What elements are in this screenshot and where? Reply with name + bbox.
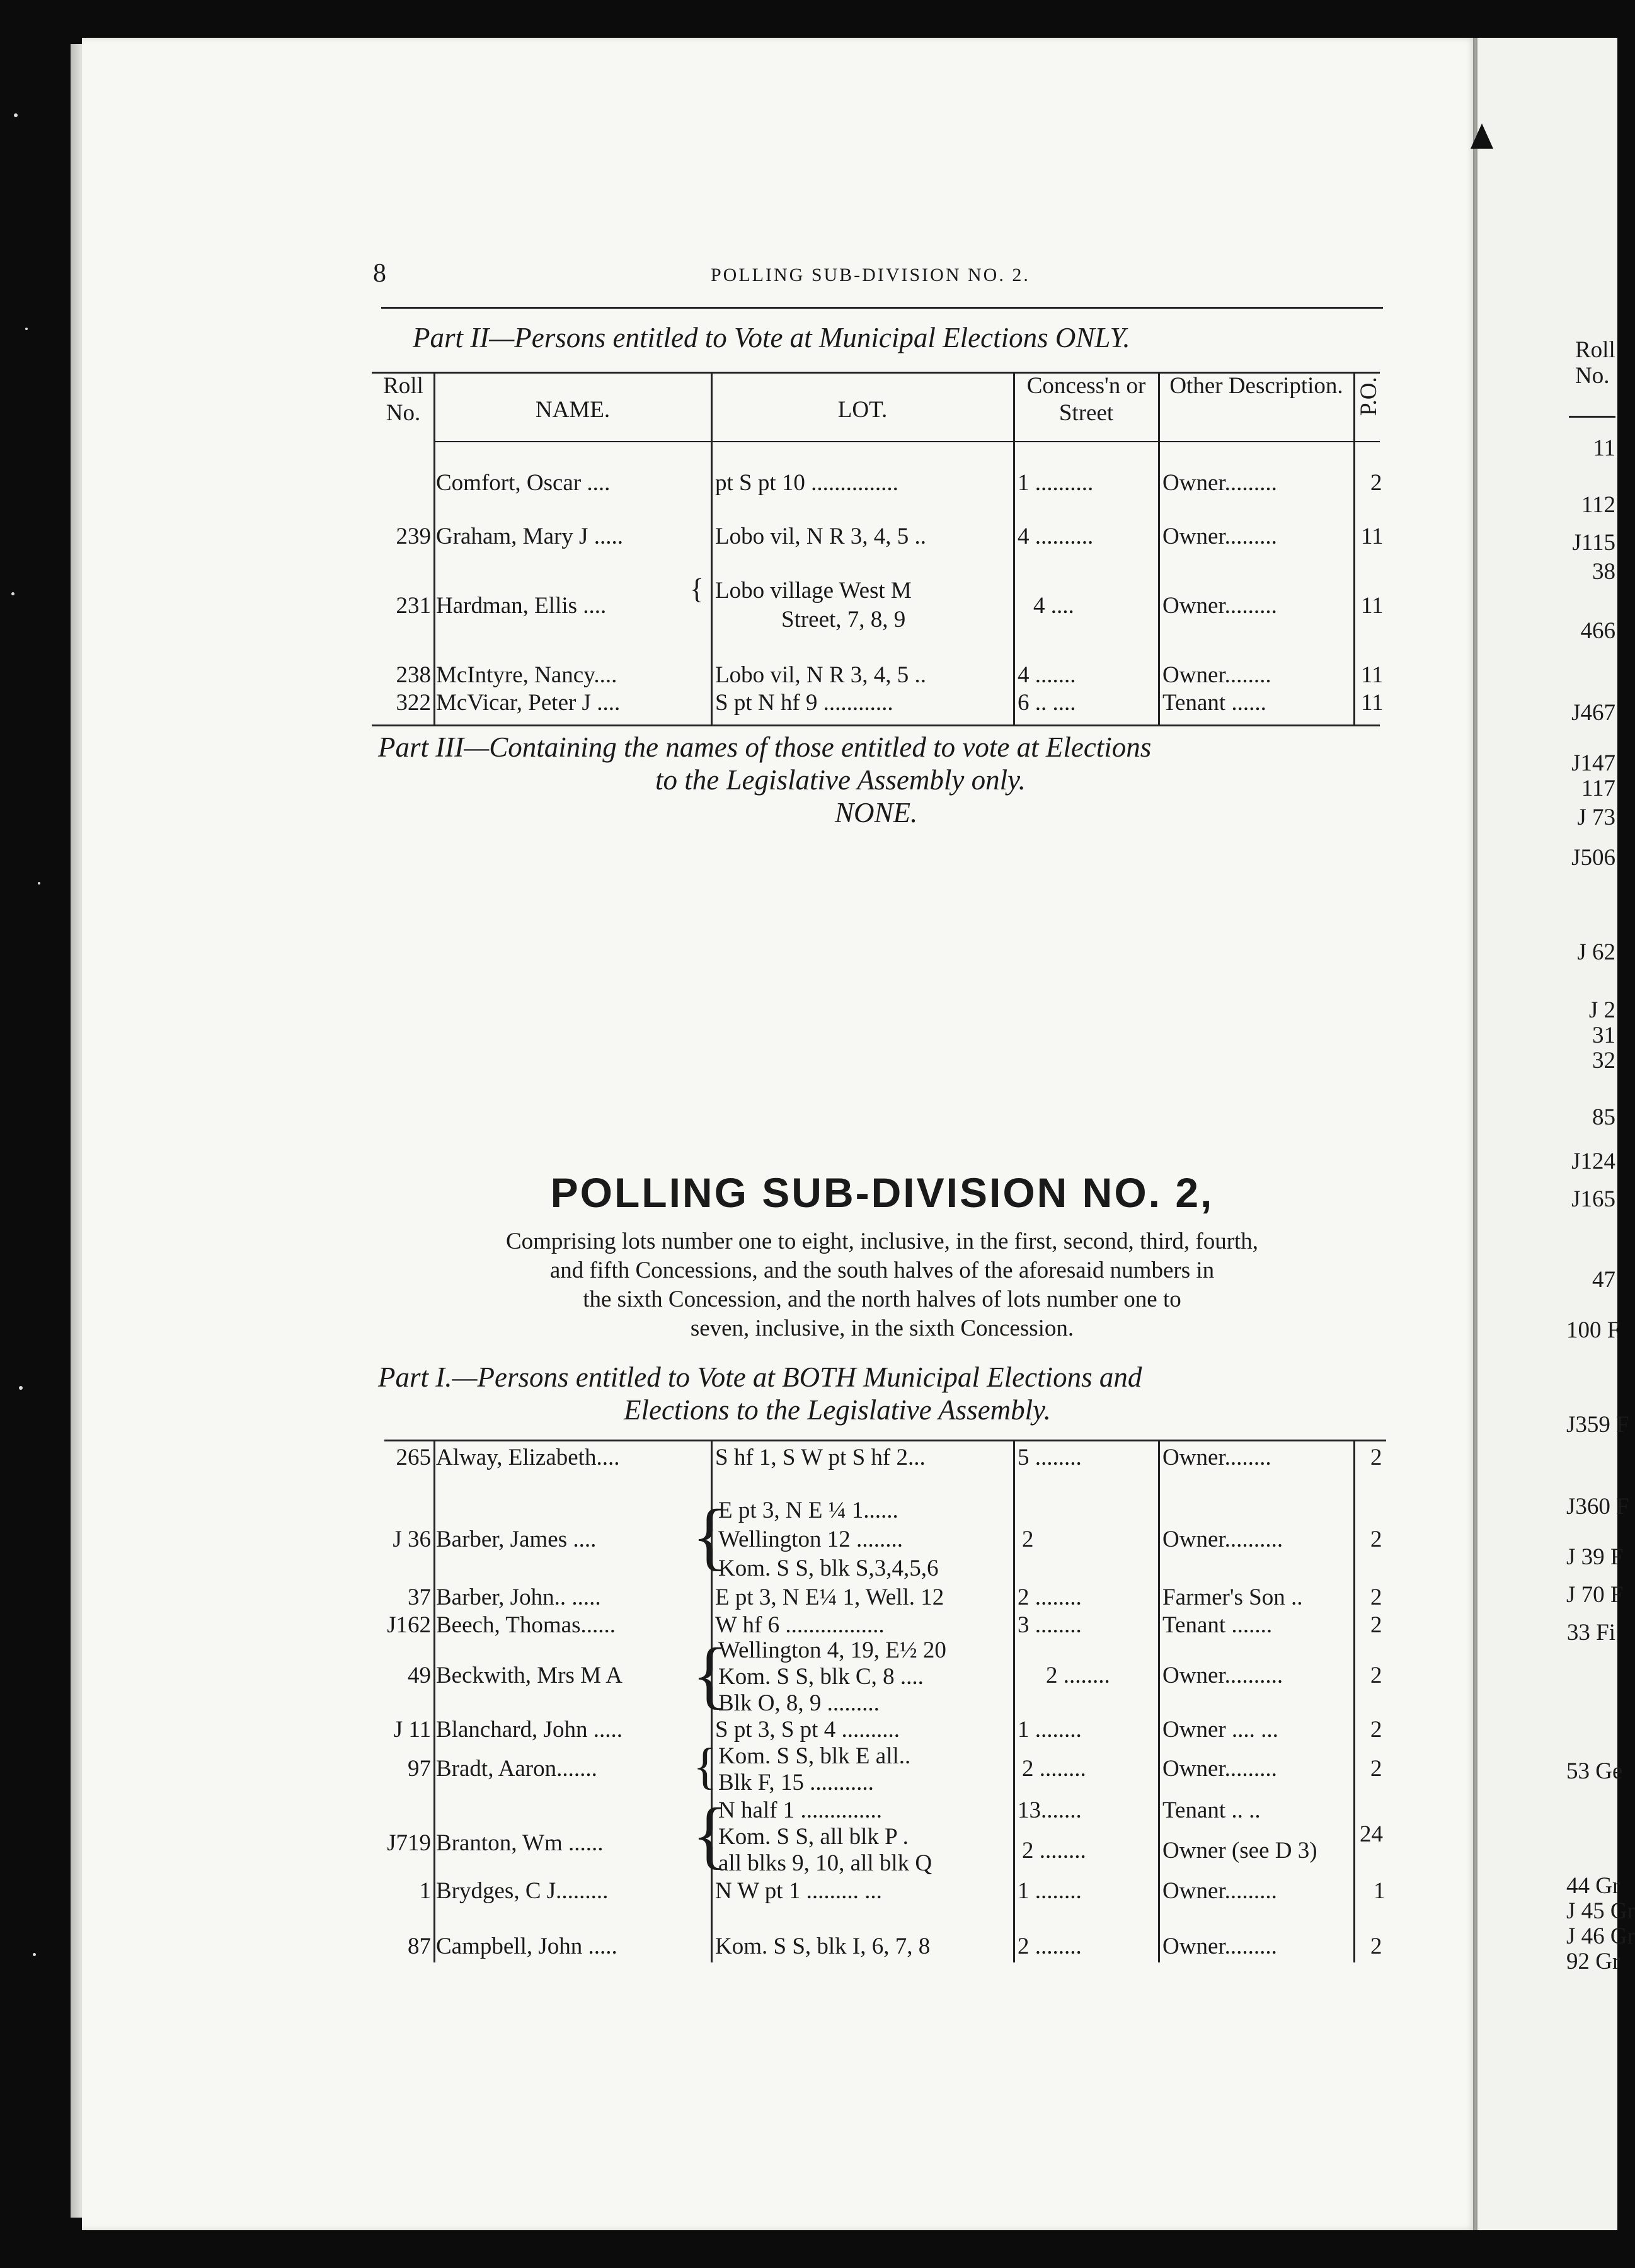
right-page-roll-entry: J506 <box>1571 845 1615 871</box>
right-page-roll-entry: J 62 <box>1577 939 1615 965</box>
concession: 13....... <box>1018 1797 1082 1823</box>
right-page-roll-entry: 44 Gr <box>1566 1873 1621 1899</box>
concession: 1 ........ <box>1018 1717 1082 1743</box>
part3-heading-cont: to the Legislative Assembly only. <box>655 764 1026 796</box>
header-rule <box>381 307 1383 309</box>
part1-col-divider <box>433 1440 435 1962</box>
concession: 2 <box>1022 1526 1034 1552</box>
part2-header-rule <box>435 441 1380 442</box>
voter-name: Branton, Wm ...... <box>436 1830 604 1856</box>
section-title: POLLING SUB-DIVISION NO. 2, <box>550 1169 1214 1216</box>
po: 11 <box>1361 593 1384 619</box>
voter-name: Alway, Elizabeth.... <box>436 1445 620 1470</box>
concession: 2 ........ <box>1018 1933 1082 1959</box>
lot: W hf 6 ................. <box>715 1612 885 1638</box>
po: 2 <box>1370 470 1382 496</box>
roll-number: 322 <box>396 690 431 716</box>
scan-speck <box>25 328 28 330</box>
right-page-roll-entry: J467 <box>1571 700 1615 726</box>
lot: Kom. S S, blk E all.. <box>718 1743 911 1769</box>
right-page-roll-entry: 85 <box>1592 1104 1615 1130</box>
right-page-roll-entry: 53 Ge <box>1566 1758 1623 1784</box>
description: Owner.......... <box>1162 1526 1283 1552</box>
lot: Blk F, 15 ........... <box>718 1770 874 1796</box>
running-title: POLLING SUB-DIVISION NO. 2. <box>711 265 1030 285</box>
col-roll-no: Roll No. <box>383 373 423 426</box>
voter-name: Beech, Thomas...... <box>436 1612 616 1638</box>
po: 1 <box>1374 1878 1385 1904</box>
lot: Lobo vil, N R 3, 4, 5 .. <box>715 662 927 688</box>
scan-speck <box>33 1953 36 1956</box>
right-page-roll-entry: 92 Gr <box>1566 1949 1621 1974</box>
page-number: 8 <box>373 259 386 288</box>
description: Owner......... <box>1162 470 1277 496</box>
part2-col-divider <box>433 372 435 724</box>
concession: 6 .. .... <box>1018 690 1076 716</box>
po: 11 <box>1361 524 1384 549</box>
lot: Street, 7, 8, 9 <box>781 607 906 633</box>
po: 2 <box>1370 1717 1382 1743</box>
lot: S pt N hf 9 ............ <box>715 690 893 716</box>
col-lot: LOT. <box>837 397 888 423</box>
description: Owner......... <box>1162 524 1277 549</box>
po: 11 <box>1361 662 1384 688</box>
page-marker-icon <box>1471 123 1493 149</box>
scan-speck <box>11 592 14 595</box>
section-description-line: Comprising lots number one to eight, inclusive, in the first, second, third, fourth, <box>505 1228 1259 1254</box>
lot: E pt 3, N E ¼ 1...... <box>718 1498 898 1523</box>
brace-icon: { <box>692 1494 728 1578</box>
voter-name: Barber, James .... <box>436 1526 597 1552</box>
roll-number: 87 <box>408 1933 431 1959</box>
roll-number: 231 <box>396 593 431 619</box>
right-page-roll-entry: J360 F <box>1566 1494 1629 1520</box>
roll-number: 37 <box>408 1584 431 1610</box>
part2-col-divider <box>1158 372 1160 724</box>
voter-name: Graham, Mary J ..... <box>436 524 623 549</box>
concession: 2 ........ <box>1046 1663 1110 1688</box>
description: Owner .... ... <box>1162 1717 1278 1743</box>
roll-number: 1 <box>419 1878 431 1904</box>
concession: 4 ....... <box>1018 662 1076 688</box>
voter-name: Campbell, John ..... <box>436 1933 617 1959</box>
right-page-roll-entry: J 70 F <box>1566 1582 1624 1608</box>
scan-speck <box>19 1386 23 1390</box>
roll-number: J 11 <box>393 1717 431 1743</box>
description: Owner......... <box>1162 1933 1277 1959</box>
right-page-roll-entry: J 46 Gr <box>1566 1923 1635 1949</box>
right-page-roll-entry: J 45 Gr <box>1566 1898 1635 1924</box>
po: 24 <box>1360 1821 1383 1847</box>
col-name: NAME. <box>535 397 611 423</box>
po: 2 <box>1370 1612 1382 1638</box>
lot: Wellington 4, 19, E½ 20 <box>718 1637 946 1663</box>
right-page-roll-entry: 100 F <box>1566 1317 1621 1343</box>
lot: N W pt 1 ......... ... <box>715 1878 882 1904</box>
right-page-roll-entry: J165 <box>1571 1186 1615 1212</box>
description: Owner......... <box>1162 593 1277 619</box>
lot: Lobo vil, N R 3, 4, 5 .. <box>715 524 927 549</box>
lot: all blks 9, 10, all blk Q <box>718 1850 932 1876</box>
col-concession: Concess'n or Street <box>1026 373 1146 426</box>
description: Owner........ <box>1162 1445 1271 1470</box>
lot: N half 1 .............. <box>718 1797 882 1823</box>
part1-col-divider <box>1013 1440 1015 1962</box>
concession: 5 ........ <box>1018 1445 1082 1470</box>
concession: 2 ........ <box>1022 1756 1086 1782</box>
right-page-roll-entry: 31 <box>1592 1022 1615 1048</box>
part1-heading: Part I.—Persons entitled to Vote at BOTH Municipal Elections and <box>378 1361 1142 1393</box>
lot: S pt 3, S pt 4 .......... <box>715 1717 900 1743</box>
lot: Blk O, 8, 9 ......... <box>718 1690 880 1716</box>
voter-name: Brydges, C J......... <box>436 1878 609 1904</box>
roll-number: J719 <box>387 1830 431 1856</box>
description: Owner......... <box>1162 1878 1277 1904</box>
right-page-roll-entry: 112 <box>1581 492 1615 518</box>
lot: Kom. S S, all blk P . <box>718 1824 909 1850</box>
concession: 2 ........ <box>1022 1838 1086 1864</box>
part1-table-top-rule <box>384 1440 1386 1441</box>
description: Owner........ <box>1162 662 1271 688</box>
concession: 1 .......... <box>1018 470 1094 496</box>
roll-number: 97 <box>408 1756 431 1782</box>
brace-icon: { <box>692 1632 728 1716</box>
right-page-roll-entry: 47 <box>1592 1267 1615 1293</box>
voter-name: Hardman, Ellis .... <box>436 593 607 619</box>
concession: 2 ........ <box>1018 1584 1082 1610</box>
lot: Kom. S S, blk S,3,4,5,6 <box>718 1555 939 1581</box>
roll-number: 238 <box>396 662 431 688</box>
section-description-line: and fifth Concessions, and the south halves of the aforesaid numbers in <box>549 1257 1215 1283</box>
right-page-roll-entry: 33 Fi <box>1566 1620 1615 1646</box>
brace-icon: { <box>693 1739 718 1794</box>
description: Tenant ...... <box>1162 690 1266 716</box>
right-page-roll-entry: 117 <box>1581 776 1615 801</box>
lot: S hf 1, S W pt S hf 2... <box>715 1445 926 1470</box>
right-page-rule <box>1569 416 1615 418</box>
part2-col-divider <box>1013 372 1015 724</box>
roll-number: J 36 <box>393 1526 431 1552</box>
right-page-roll-entry: 11 <box>1593 435 1615 461</box>
right-page-roll-entry: J359 F <box>1566 1412 1629 1438</box>
right-page-roll-entry: 38 <box>1592 559 1615 585</box>
description: Tenant .. .. <box>1162 1797 1261 1823</box>
right-page-roll-entry: J 2 <box>1588 997 1615 1023</box>
concession: 4 .......... <box>1018 524 1094 549</box>
lot: Kom. S S, blk I, 6, 7, 8 <box>715 1933 931 1959</box>
po: 2 <box>1370 1584 1382 1610</box>
col-other-description: Other Description. <box>1169 373 1343 399</box>
part2-heading: Part II—Persons entitled to Vote at Municipal Elections ONLY. <box>413 322 1130 353</box>
po: 2 <box>1370 1526 1382 1552</box>
voter-name: Beckwith, Mrs M A <box>436 1663 622 1688</box>
roll-number: J162 <box>387 1612 431 1638</box>
right-page-roll-entry: J 39 F <box>1566 1544 1624 1570</box>
voter-name: Bradt, Aaron....... <box>436 1756 597 1782</box>
roll-number: 49 <box>408 1663 431 1688</box>
right-page-roll-entry: J147 <box>1571 750 1615 776</box>
lot: Wellington 12 ........ <box>718 1526 904 1552</box>
po: 2 <box>1370 1933 1382 1959</box>
concession: 3 ........ <box>1018 1612 1082 1638</box>
po: 2 <box>1370 1445 1382 1470</box>
part1-heading-cont: Elections to the Legislative Assembly. <box>624 1394 1051 1426</box>
lot: Kom. S S, blk C, 8 .... <box>718 1664 924 1690</box>
voter-name: Blanchard, John ..... <box>436 1717 622 1743</box>
po: 2 <box>1370 1756 1382 1782</box>
scan-speck <box>38 882 40 885</box>
right-page-roll-entry: 466 <box>1580 618 1615 644</box>
part2-col-divider <box>1353 372 1355 724</box>
po: 11 <box>1361 690 1384 716</box>
right-page-roll-entry: J124 <box>1571 1148 1615 1174</box>
concession: 1 ........ <box>1018 1878 1082 1904</box>
part1-col-divider <box>1353 1440 1355 1962</box>
section-description-line: the sixth Concession, and the north halves of lots number one to <box>583 1286 1181 1312</box>
description: Farmer's Son .. <box>1162 1584 1303 1610</box>
voter-name: Comfort, Oscar .... <box>436 470 611 496</box>
brace-icon: { <box>692 1792 728 1876</box>
description: Owner......... <box>1162 1756 1277 1782</box>
lot: Lobo village West M <box>715 578 912 604</box>
lot: E pt 3, N E¼ 1, Well. 12 <box>715 1584 944 1610</box>
part2-table-bottom-rule <box>372 724 1380 726</box>
voter-name: McIntyre, Nancy.... <box>436 662 617 688</box>
right-page-roll-entry: 32 <box>1592 1048 1615 1074</box>
brace-icon: { <box>690 573 704 605</box>
roll-number: 239 <box>396 524 431 549</box>
description: Owner (see D 3) <box>1162 1838 1317 1864</box>
concession: 4 .... <box>1033 593 1074 619</box>
part2-col-divider <box>711 372 713 724</box>
part1-col-divider <box>1158 1440 1160 1962</box>
voter-name: Barber, John.. ..... <box>436 1584 601 1610</box>
col-po: P.O. <box>1356 377 1382 416</box>
lot: pt S pt 10 ............... <box>715 470 898 496</box>
right-page-roll-entry: J115 <box>1572 530 1615 556</box>
roll-number: 265 <box>396 1445 431 1470</box>
scan-speck <box>14 113 18 117</box>
description: Tenant ....... <box>1162 1612 1273 1638</box>
part3-heading: Part III—Containing the names of those entitled to vote at Elections <box>378 731 1152 763</box>
part3-none: NONE. <box>835 797 918 828</box>
voter-name: McVicar, Peter J .... <box>436 690 621 716</box>
right-page-roll-header: Roll No. <box>1575 337 1615 389</box>
po: 2 <box>1370 1663 1382 1688</box>
description: Owner.......... <box>1162 1663 1283 1688</box>
section-description-line: seven, inclusive, in the sixth Concession. <box>690 1315 1074 1341</box>
right-page-roll-entry: J 73 <box>1577 805 1615 830</box>
